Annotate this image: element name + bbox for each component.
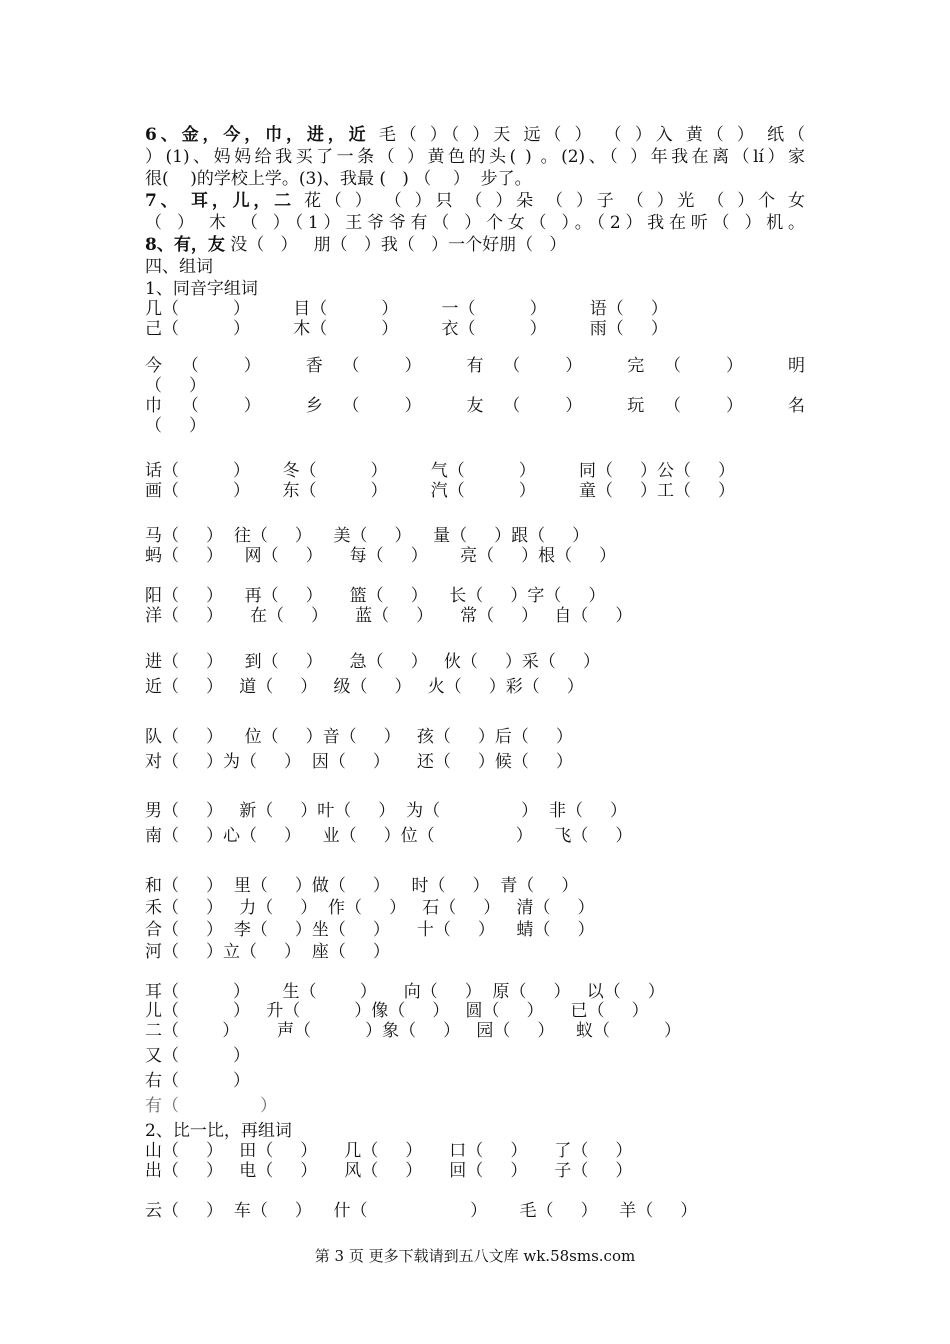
line-text: 几（ ） 目（ ） 一（ ） 语（ ） <box>145 299 668 319</box>
text-line <box>145 460 805 482</box>
text-line <box>145 355 805 377</box>
line-text: 右（ ） <box>145 1071 251 1091</box>
line-text: 南（ ）心（ ） 业（ ）位（ ） 飞（ ） <box>145 826 633 846</box>
line-text: （ ） 木 （ ）（1）王爷爷有（ ）个女（ ）。（2）我在听（ ）机。 <box>145 213 805 233</box>
text-line <box>145 190 805 212</box>
text-line <box>145 480 805 502</box>
text-line <box>145 395 805 417</box>
line-text: （ ） <box>145 376 207 396</box>
line-text: 有（ ） <box>145 1096 278 1116</box>
line-text: 今（ ） 香（ ） 有（ ） 完（ ） 明 <box>145 356 805 376</box>
line-text: 花（ ） （ ）只 （ ）朵 （ ）子 （ ）光 （ ）个 女 <box>294 191 806 211</box>
text-line <box>145 318 805 340</box>
line-text: 毛（ ）（ ）天 远（ ） （ ）入 黄（ ） 纸（ <box>369 125 805 145</box>
text-line <box>145 1070 805 1092</box>
text-line <box>145 1160 805 1182</box>
line-text: 没（ ） 朋（ ）我（ ）一个好朋（ ） <box>224 235 567 255</box>
line-text: 对（ ）为（ ） 因（ ） 还（ ）候（ ） <box>145 752 573 772</box>
text-line <box>145 1120 805 1142</box>
line-text: 进（ ） 到（ ） 急（ ） 伙（ ）采（ ） <box>145 652 600 672</box>
text-line <box>145 415 805 437</box>
line-text: 近（ ） 道（ ） 级（ ） 火（ ）彩（ ） <box>145 677 584 697</box>
text-line <box>145 234 805 256</box>
line-text: 洋（ ） 在（ ） 蓝（ ） 常（ ） 自（ ） <box>145 606 633 626</box>
text-line <box>145 1020 805 1042</box>
line-text: 队（ ） 位（ ）音（ ） 孩（ ）后（ ） <box>145 727 573 747</box>
question-heading: 6、金，今，巾，进，近 <box>145 125 370 145</box>
text-line <box>145 1200 805 1222</box>
text-line <box>145 298 805 320</box>
line-text: 四、组词 <box>145 257 213 277</box>
text-line <box>145 1045 805 1067</box>
text-line <box>145 941 805 963</box>
page-footer: 第 3 页 更多下载请到五八文库 wk.58sms.com <box>314 1247 636 1265</box>
line-text: 又（ ） <box>145 1046 251 1066</box>
line-text: 画（ ） 东（ ） 汽（ ） 童（ ）工（ ） <box>145 481 736 501</box>
line-text: 云（ ） 车（ ） 什（ ） 毛（ ） 羊（ ） <box>145 1201 698 1221</box>
line-text: 1、同音字组词 <box>145 279 258 299</box>
line-text: 儿（ ） 升（ ）像（ ） 圆（ ） 已（ ） <box>145 1001 649 1021</box>
line-text: 2、比一比，再组词 <box>145 1121 292 1141</box>
text-line <box>145 676 805 698</box>
text-line <box>145 1095 805 1117</box>
text-line <box>145 605 805 627</box>
line-text: 和（ ） 里（ ）做（ ） 时（ ） 青（ ） <box>145 876 579 896</box>
text-line <box>145 1140 805 1162</box>
text-line <box>145 751 805 773</box>
text-line <box>145 124 805 146</box>
line-text: 马（ ） 往（ ） 美（ ） 量（ ）跟（ ） <box>145 526 590 546</box>
line-text: ）(1)、妈妈给我买了一条（ ）黄色的头( ) 。(2)、（ ）年我在离（lí）家 <box>145 147 805 167</box>
text-line <box>145 726 805 748</box>
line-text: 二（ ） 声（ ）象（ ） 园（ ） 蚁（ ） <box>145 1021 681 1041</box>
line-text: 很( )的学校上学。(3)、我最 ( ) （ ） 步了。 <box>145 169 532 189</box>
text-line <box>145 168 805 190</box>
line-text: 话（ ） 冬（ ） 气（ ） 同（ ）公（ ） <box>145 461 736 481</box>
line-text: 巾（ ） 乡（ ） 友（ ） 玩（ ） 名 <box>145 396 805 416</box>
text-line <box>145 825 805 847</box>
text-line <box>145 256 805 278</box>
text-line <box>145 800 805 822</box>
question-heading: 7、 耳，儿，二 <box>145 191 295 211</box>
text-line <box>145 375 805 397</box>
text-line <box>145 545 805 567</box>
text-line <box>145 212 805 234</box>
text-line <box>145 1000 805 1022</box>
line-text: 蚂（ ） 网（ ） 每（ ） 亮（ ）根（ ） <box>145 546 617 566</box>
text-line <box>145 525 805 547</box>
line-text: 河（ ）立（ ） 座（ ） <box>145 942 390 962</box>
text-line <box>145 651 805 673</box>
line-text: 禾（ ） 力（ ） 作（ ） 石（ ） 清（ ） <box>145 898 595 918</box>
text-line <box>145 897 805 919</box>
text-line <box>145 875 805 897</box>
text-line <box>145 146 805 168</box>
line-text: （ ） <box>145 416 207 436</box>
text-line <box>145 278 805 300</box>
line-text: 出（ ） 电（ ） 风（ ） 回（ ） 子（ ） <box>145 1161 633 1181</box>
question-heading: 8、有，友 <box>145 235 225 255</box>
line-text: 阳（ ） 再（ ） 篮（ ） 长（ ）字（ ） <box>145 586 606 606</box>
line-text: 己（ ） 木（ ） 衣（ ） 雨（ ） <box>145 319 668 339</box>
line-text: 山（ ） 田（ ） 几（ ） 口（ ） 了（ ） <box>145 1141 633 1161</box>
line-text: 合（ ） 李（ ）坐（ ） 十（ ） 蜻（ ） <box>145 920 595 940</box>
text-line <box>145 919 805 941</box>
text-line <box>145 585 805 607</box>
line-text: 耳（ ） 生（ ） 向（ ） 原（ ） 以（ ） <box>145 982 665 1002</box>
line-text: 男（ ） 新（ ）叶（ ） 为（ ） 非（ ） <box>145 801 627 821</box>
